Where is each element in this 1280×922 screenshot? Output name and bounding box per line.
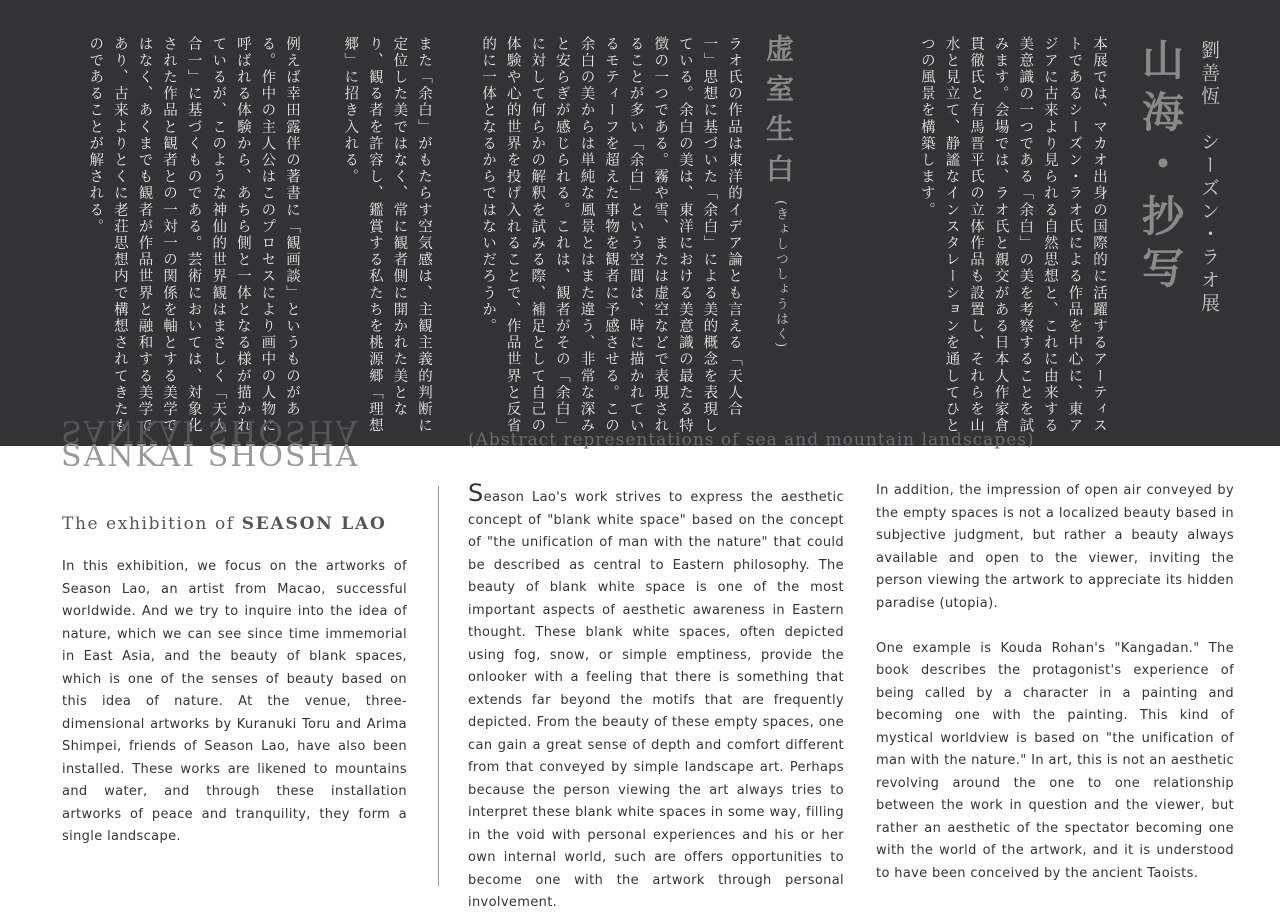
section-heading-ruby: (きょしつしょうはく) [773, 200, 788, 350]
drop-cap: S [468, 479, 484, 507]
en-example-paragraph: One example is Kouda Rohan's "Kangadan." The book describes the protagonist's experience of being called by a character in a painting and becoming one with the painting. This kind of mystical worldview is based on "the unification of man with the nature." In art, this is not an aesthetic revolving around the one to one relationship between the work in question and the viewer, but rather an aesthetic of the spectator becoming one with the world of the artwork, and it is understood to have been conceived by the ancient Taoists. [876, 640, 1234, 881]
en-concept-paragraph: Season Lao's work strives to express the aesthetic concept of "blank white space" based on the concept of "the unification of man with the nature" that could be described as central to Eastern philosophy. The beauty of blank white space is one of the most important aspects of aesthetic awareness in Eastern thought. These blank white spaces, often depicted using fog, snow, or simple emptiness, provide the onlooker with a feeling that there is something that extends far beyond the motifs that are frequently depicted. From the beauty of these empty spaces, one can gain a great sense of depth and comfort different from that conveyed by simple landscape art. Perhaps because the person viewing the art always tries to interpret these blank white spaces in some way, filling in the void with personal experiences and his or her own internal world, such are offers opportunities to become one with the artwork through personal involvement. [468, 479, 844, 910]
jp-airspace-text: また「余白」がもたらす空気感は、主観主義的判断に定位した美ではなく、常に観者側に開かれた美となり、観る者を許容し、鑑賞する私たちを桃源郷「理想郷」に招き入れる。 [342, 36, 432, 435]
title-romanized: SANKAI SHOSHA [61, 439, 360, 474]
jp-section-text: ラオ氏の作品は東洋的イデア論とも言える「天人合一」思想に基づいた「余白」による美的概念を表現している。余白の美は、東洋における美意識の最たる特徴の一つである。霧や雪、または虚空などで表現されることが多い「余白」という空間は、時に描かれているモティーフを超えた事物を観者に予感させる。この余白の美からは単純な風景とはまた違う、非常な深みと安らぎが感じられる。これは、観者がその「余白」に対して何らかの解釈を試みる際、補足として自己の体験や心的世界を投げ入れることで、作品世界と反省的に一体となるからではないだろうか。 [480, 36, 742, 435]
artist-exhibition-title: 劉善恆 シーズン・ラオ展 [1198, 40, 1220, 316]
jp-intro-text: 本展では、マカオ出身の国際的に活躍するアーティストであるシーズン・ラオ氏による作品を中心に、東アジアに古来より見られる自然思想と、これに由来する美意識の一つである「余白」の美を考察することを試みます。会場では、ラオ氏と親交がある日本人作家倉貫徹氏と有馬晋平氏の立体作品も設置し、それらを山水と見立て、静謐なインスタレーションを通してひとつの風景を構築します。 [918, 36, 1107, 435]
jp-example-text: 例えば幸田露伴の著書に「観画談」というものがある。作中の主人公はこのプロセスにより画中の人物に呼ばれる体験から、あちら側と一体となる様が描かれているが、このような神仙的世界観はまさしく「天人合一」に基づくものである。芸術においては、対象化された作品と観者との一対一の関係を軸とする美学ではなく、あくまでも観者が作品世界と融和する美学であり、古来よりとくに老荘思想内で構想されてきたものであることが解される。 [87, 36, 300, 435]
main-title-jp: 山海・抄写 [1136, 38, 1185, 298]
en-intro-paragraph: In this exhibition, we focus on the artworks of Season Lao, an artist from Macao, successful worldwide. And we try to inquire into the idea of nature, which we can see since time immemorial in East Asia, and the beauty of blank spaces, which is one of the senses of beauty based on this idea of nature. At the venue, three-dimensional artworks by Kuranuki Toru and Arima Shimpei, friends of Season Lao, have also been installed. These works are likened to mountains and water, and through these installation artworks of peace and tranquility, they form a single landscape. [62, 559, 407, 844]
title-romanized-reflection: SANKAI SHOSHA [61, 413, 360, 448]
section-heading-jp: 虚室生白 [762, 34, 795, 194]
en-airspace-paragraph: In addition, the impression of open air conveyed by the empty spaces is not a localized beauty based in subjective judgment, but rather a beauty always available and open to the viewer, inviting the person viewing the artwork to appreciate its hidden paradise (utopia). [876, 483, 1234, 611]
column-divider [438, 486, 439, 886]
exhibition-heading: The exhibition of SEASON LAO [62, 514, 387, 534]
subtitle-english: (Abstract representations of sea and mountain landscapes) [468, 430, 1035, 450]
en-airspace-column [876, 480, 1234, 885]
